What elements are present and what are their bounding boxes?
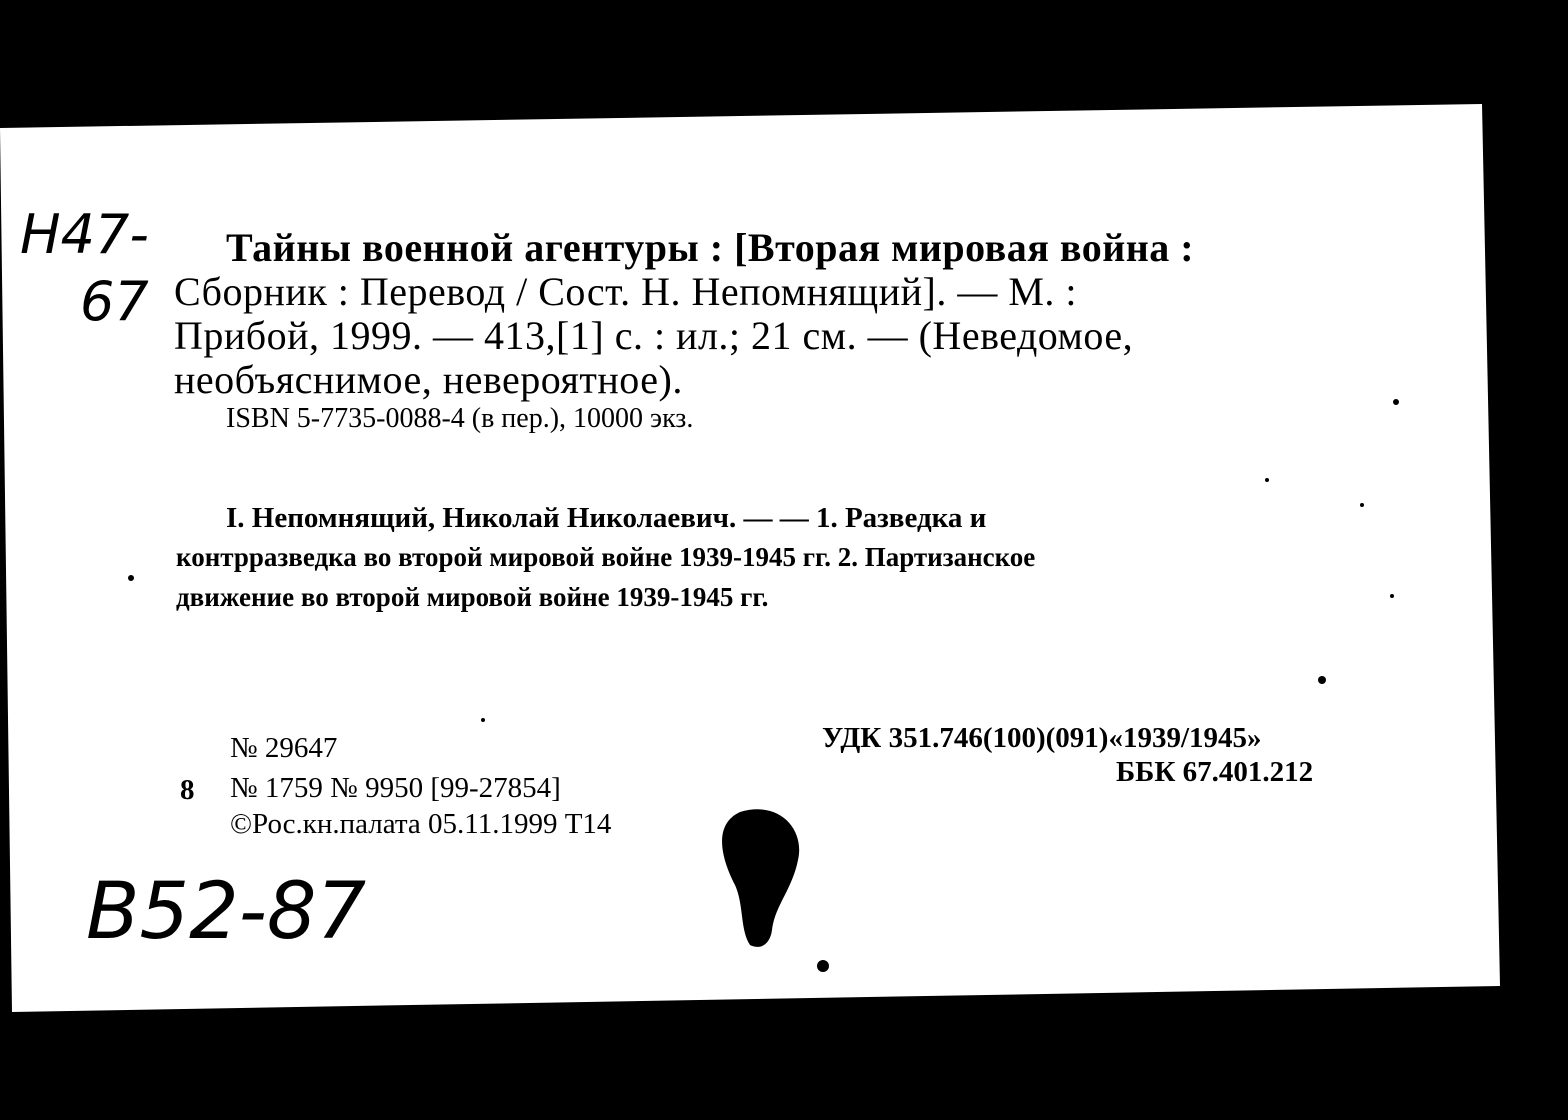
- handwritten-shelf-mark-top: Н47-: [20, 203, 149, 266]
- subject-line-3: движение во второй мировой войне 1939-1945 гг.: [176, 582, 769, 612]
- handwritten-shelf-mark-top-2: 67: [80, 270, 149, 333]
- registry-numbers: № 1759 № 9950 [99-27854]: [230, 772, 561, 804]
- record-number: № 29647: [230, 732, 338, 764]
- subject-line-2: контрразведка во второй мировой войне 1939-1945 гг. 2. Партизанское: [176, 542, 1036, 572]
- isbn-line: ISBN 5-7735-0088-4 (в пер.), 10000 экз.: [226, 403, 694, 434]
- udk-code: УДК 351.746(100)(091)«1939/1945»: [822, 722, 1262, 754]
- entry-line-1: Тайны военной агентуры : [Вторая мировая война :: [226, 225, 1195, 270]
- handwritten-shelf-mark-bottom: В52-87: [86, 867, 367, 957]
- entry-line-2: Сборник : Перевод / Сост. Н. Непомнящий]. — М. :: [174, 269, 1078, 314]
- bbk-code: ББК 67.401.212: [1116, 756, 1314, 788]
- entry-line-4: необъяснимое, невероятное).: [174, 357, 683, 402]
- subject-line-1: I. Непомнящий, Николай Николаевич. — — 1. Разведка и: [226, 502, 987, 534]
- entry-line-3: Прибой, 1999. — 413,[1] с. : ил.; 21 см. — (Неведомое,: [174, 313, 1134, 358]
- card-count: 8: [180, 774, 195, 806]
- copyright-line: ©Рос.кн.палата 05.11.1999 Т14: [230, 808, 612, 840]
